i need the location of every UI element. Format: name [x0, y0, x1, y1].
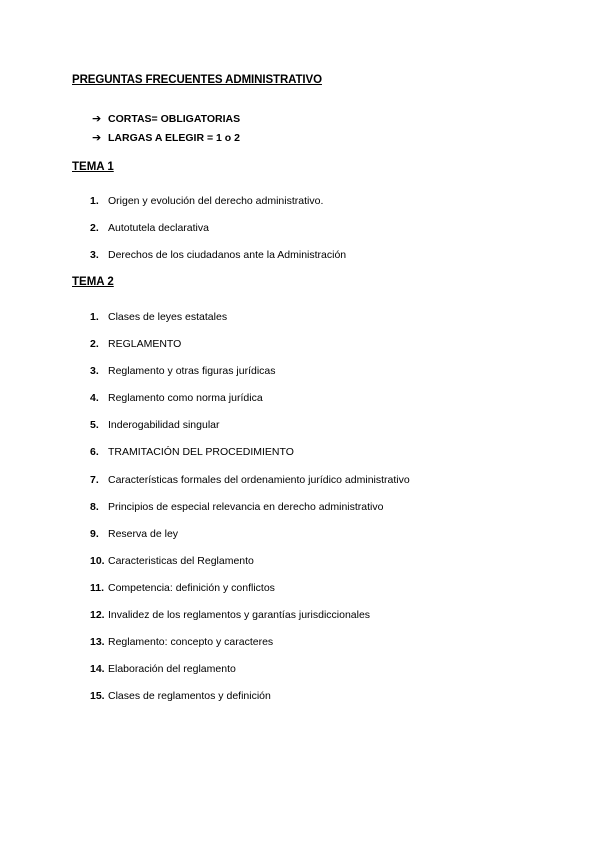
list-item	[90, 636, 410, 663]
item-text: TRAMITACIÓN DEL PROCEDIMIENTO	[108, 446, 294, 459]
list-item	[90, 609, 410, 636]
list-item	[90, 690, 410, 717]
item-number: 5.	[90, 419, 99, 432]
rule-item	[92, 109, 240, 128]
item-text: Invalidez de los reglamentos y garantías jurisdiccionales	[108, 609, 371, 622]
item-text: Reglamento: concepto y caracteres	[108, 636, 274, 649]
item-text: Inderogabilidad singular	[108, 419, 220, 432]
item-number: 7.	[90, 473, 99, 486]
item-text: Características formales del ordenamiento jurídico administrativo	[108, 473, 410, 486]
rule-text: LARGAS A ELEGIR = 1 o 2	[108, 131, 240, 144]
item-number: 1.	[90, 311, 99, 323]
list-item	[90, 419, 410, 446]
item-number: 6.	[90, 446, 99, 459]
list-item	[90, 392, 410, 419]
list-item	[90, 249, 346, 276]
arrow-right-icon: ➔	[92, 132, 102, 144]
item-number: 14.	[90, 663, 105, 676]
tema2-heading: TEMA 2	[72, 276, 114, 288]
list-item	[90, 222, 346, 249]
list-item	[90, 555, 410, 582]
item-text: Derechos de los ciudadanos ante la Administración	[108, 249, 347, 262]
rule-text: CORTAS= OBLIGATORIAS	[108, 112, 241, 125]
list-item	[90, 582, 410, 609]
list-item	[90, 311, 410, 338]
document-title: PREGUNTAS FRECUENTES ADMINISTRATIVO	[72, 74, 322, 86]
list-item	[90, 528, 410, 555]
list-item	[90, 501, 410, 528]
item-number: 3.	[90, 365, 99, 378]
tema1-list	[90, 195, 346, 276]
list-item	[90, 195, 346, 222]
list-item	[90, 338, 410, 365]
list-item	[90, 663, 410, 690]
item-number: 15.	[90, 690, 105, 703]
item-text: Reglamento como norma jurídica	[108, 392, 263, 405]
item-number: 13.	[90, 636, 105, 649]
item-number: 2.	[90, 222, 99, 235]
rule-item	[92, 128, 240, 147]
arrow-right-icon: ➔	[92, 113, 102, 125]
item-text: Competencia: definición y conflictos	[108, 581, 275, 594]
item-number: 8.	[90, 500, 99, 513]
list-item	[90, 446, 410, 473]
item-text: REGLAMENTO	[108, 338, 182, 351]
list-item	[90, 365, 410, 392]
rules-list	[92, 109, 240, 147]
item-text: Principios de especial relevancia en derecho administrativo	[108, 500, 384, 513]
item-text: Origen y evolución del derecho administrativo.	[108, 195, 324, 207]
item-text: Elaboración del reglamento	[108, 663, 236, 676]
item-text: Reserva de ley	[108, 527, 179, 540]
tema2-list	[90, 311, 410, 717]
item-number: 1.	[90, 195, 99, 207]
item-text: Clases de leyes estatales	[108, 311, 228, 323]
list-item	[90, 474, 410, 501]
tema1-heading: TEMA 1	[72, 161, 114, 173]
item-number: 3.	[90, 249, 99, 262]
item-number: 2.	[90, 338, 99, 351]
item-text: Caracteristicas del Reglamento	[108, 554, 254, 567]
item-number: 9.	[90, 527, 99, 540]
item-number: 11.	[90, 581, 105, 594]
item-text: Reglamento y otras figuras jurídicas	[108, 365, 276, 378]
item-number: 4.	[90, 392, 99, 405]
item-number: 10.	[90, 554, 105, 567]
item-text: Autotutela declarativa	[108, 222, 209, 235]
item-number: 12.	[90, 609, 105, 622]
item-text: Clases de reglamentos y definición	[108, 690, 271, 703]
